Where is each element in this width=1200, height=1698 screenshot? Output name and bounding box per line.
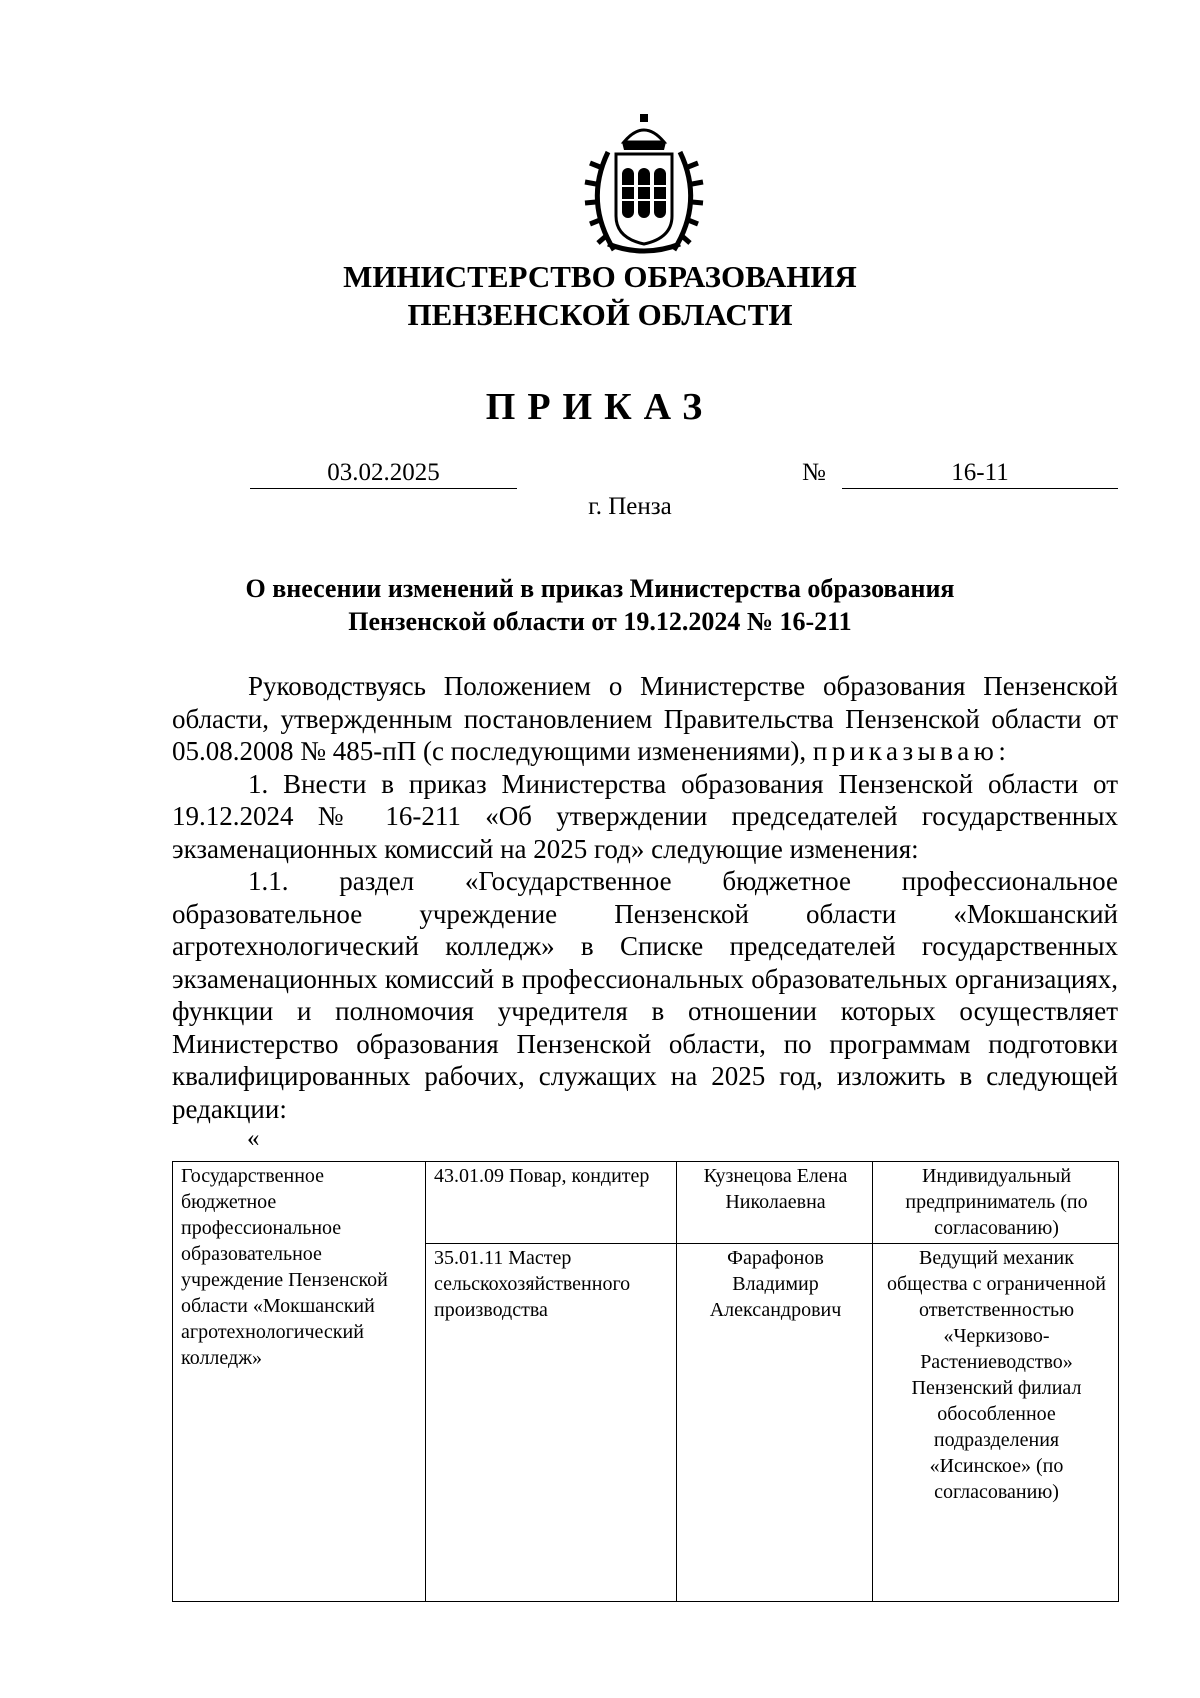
subject-line2: Пензенской области от 19.12.2024 № 16-211 [348,607,852,636]
coat-of-arms-icon [578,112,710,256]
clause-1-1: 1.1. раздел «Государственное бюджетное профессиональное образовательное учреждение Пензенской области «Мокшанский агротехнологический колледж» в Списке председателей государственных экзаменационных комиссий в профессиональных образовательных организациях, функции и полномочия учредителя в отношении которых осуществляет Министерство образования Пензенской области, по программам подготовки квалифицированных рабочих, служащих на 2025 год, изложить в следующей редакции: [172,866,1118,1124]
chair-name-cell: Кузнецова Елена Николаевна [677,1162,873,1244]
order-body [172,670,1118,1125]
number-sign: № [802,459,826,486]
order-number: 16-11 [842,458,1118,489]
subject-line1: О внесении изменений в приказ Министерства образования [245,574,955,603]
order-date: 03.02.2025 [250,458,517,489]
ministry-name-line2: ПЕНЗЕНСКОЙ ОБЛАСТИ [407,297,793,332]
city: г. Пенза [588,493,672,520]
program-cell: 43.01.09 Повар, кондитер [426,1162,677,1244]
preamble-text: Руководствуясь Положением о Министерстве образования Пензенской области, утвержденным постановлением Правительства Пензенской области от 05.08.2008 № 485-пП (с последующими изменениями), [172,671,1118,766]
order-verb: приказываю: [812,736,1011,766]
clause-1: 1. Внести в приказ Министерства образования Пензенской области от 19.12.2024 № 16-211 «Об утверждении председателей государственных экзаменационных комиссий на 2025 год» следующие изменения: [172,768,1118,864]
chair-position-cell: Индивидуальный предприниматель (по согласованию) [873,1162,1119,1244]
ministry-name-line1: МИНИСТЕРСТВО ОБРАЗОВАНИЯ [343,259,857,294]
chair-position-cell: Ведущий механик общества с ограниченной ответственностью «Черкизово-Растениеводство» Пензенский филиал обособленное подразделения «Исинское» (по согласованию) [873,1244,1119,1602]
preamble-paragraph [172,670,1118,768]
chair-name-cell: Фарафонов Владимир Александрович [677,1244,873,1602]
table-row [173,1162,1119,1244]
order-subject [0,572,1200,638]
institution-cell: Государственное бюджетное профессиональное образовательное учреждение Пензенской области «Мокшанский агротехнологический колледж» [173,1162,426,1602]
open-quote: « [247,1125,260,1152]
program-cell: 35.01.11 Мастер сельскохозяйственного производства [426,1244,677,1602]
document-type-title: ПРИКАЗ [485,386,715,428]
commission-table [172,1161,1119,1602]
